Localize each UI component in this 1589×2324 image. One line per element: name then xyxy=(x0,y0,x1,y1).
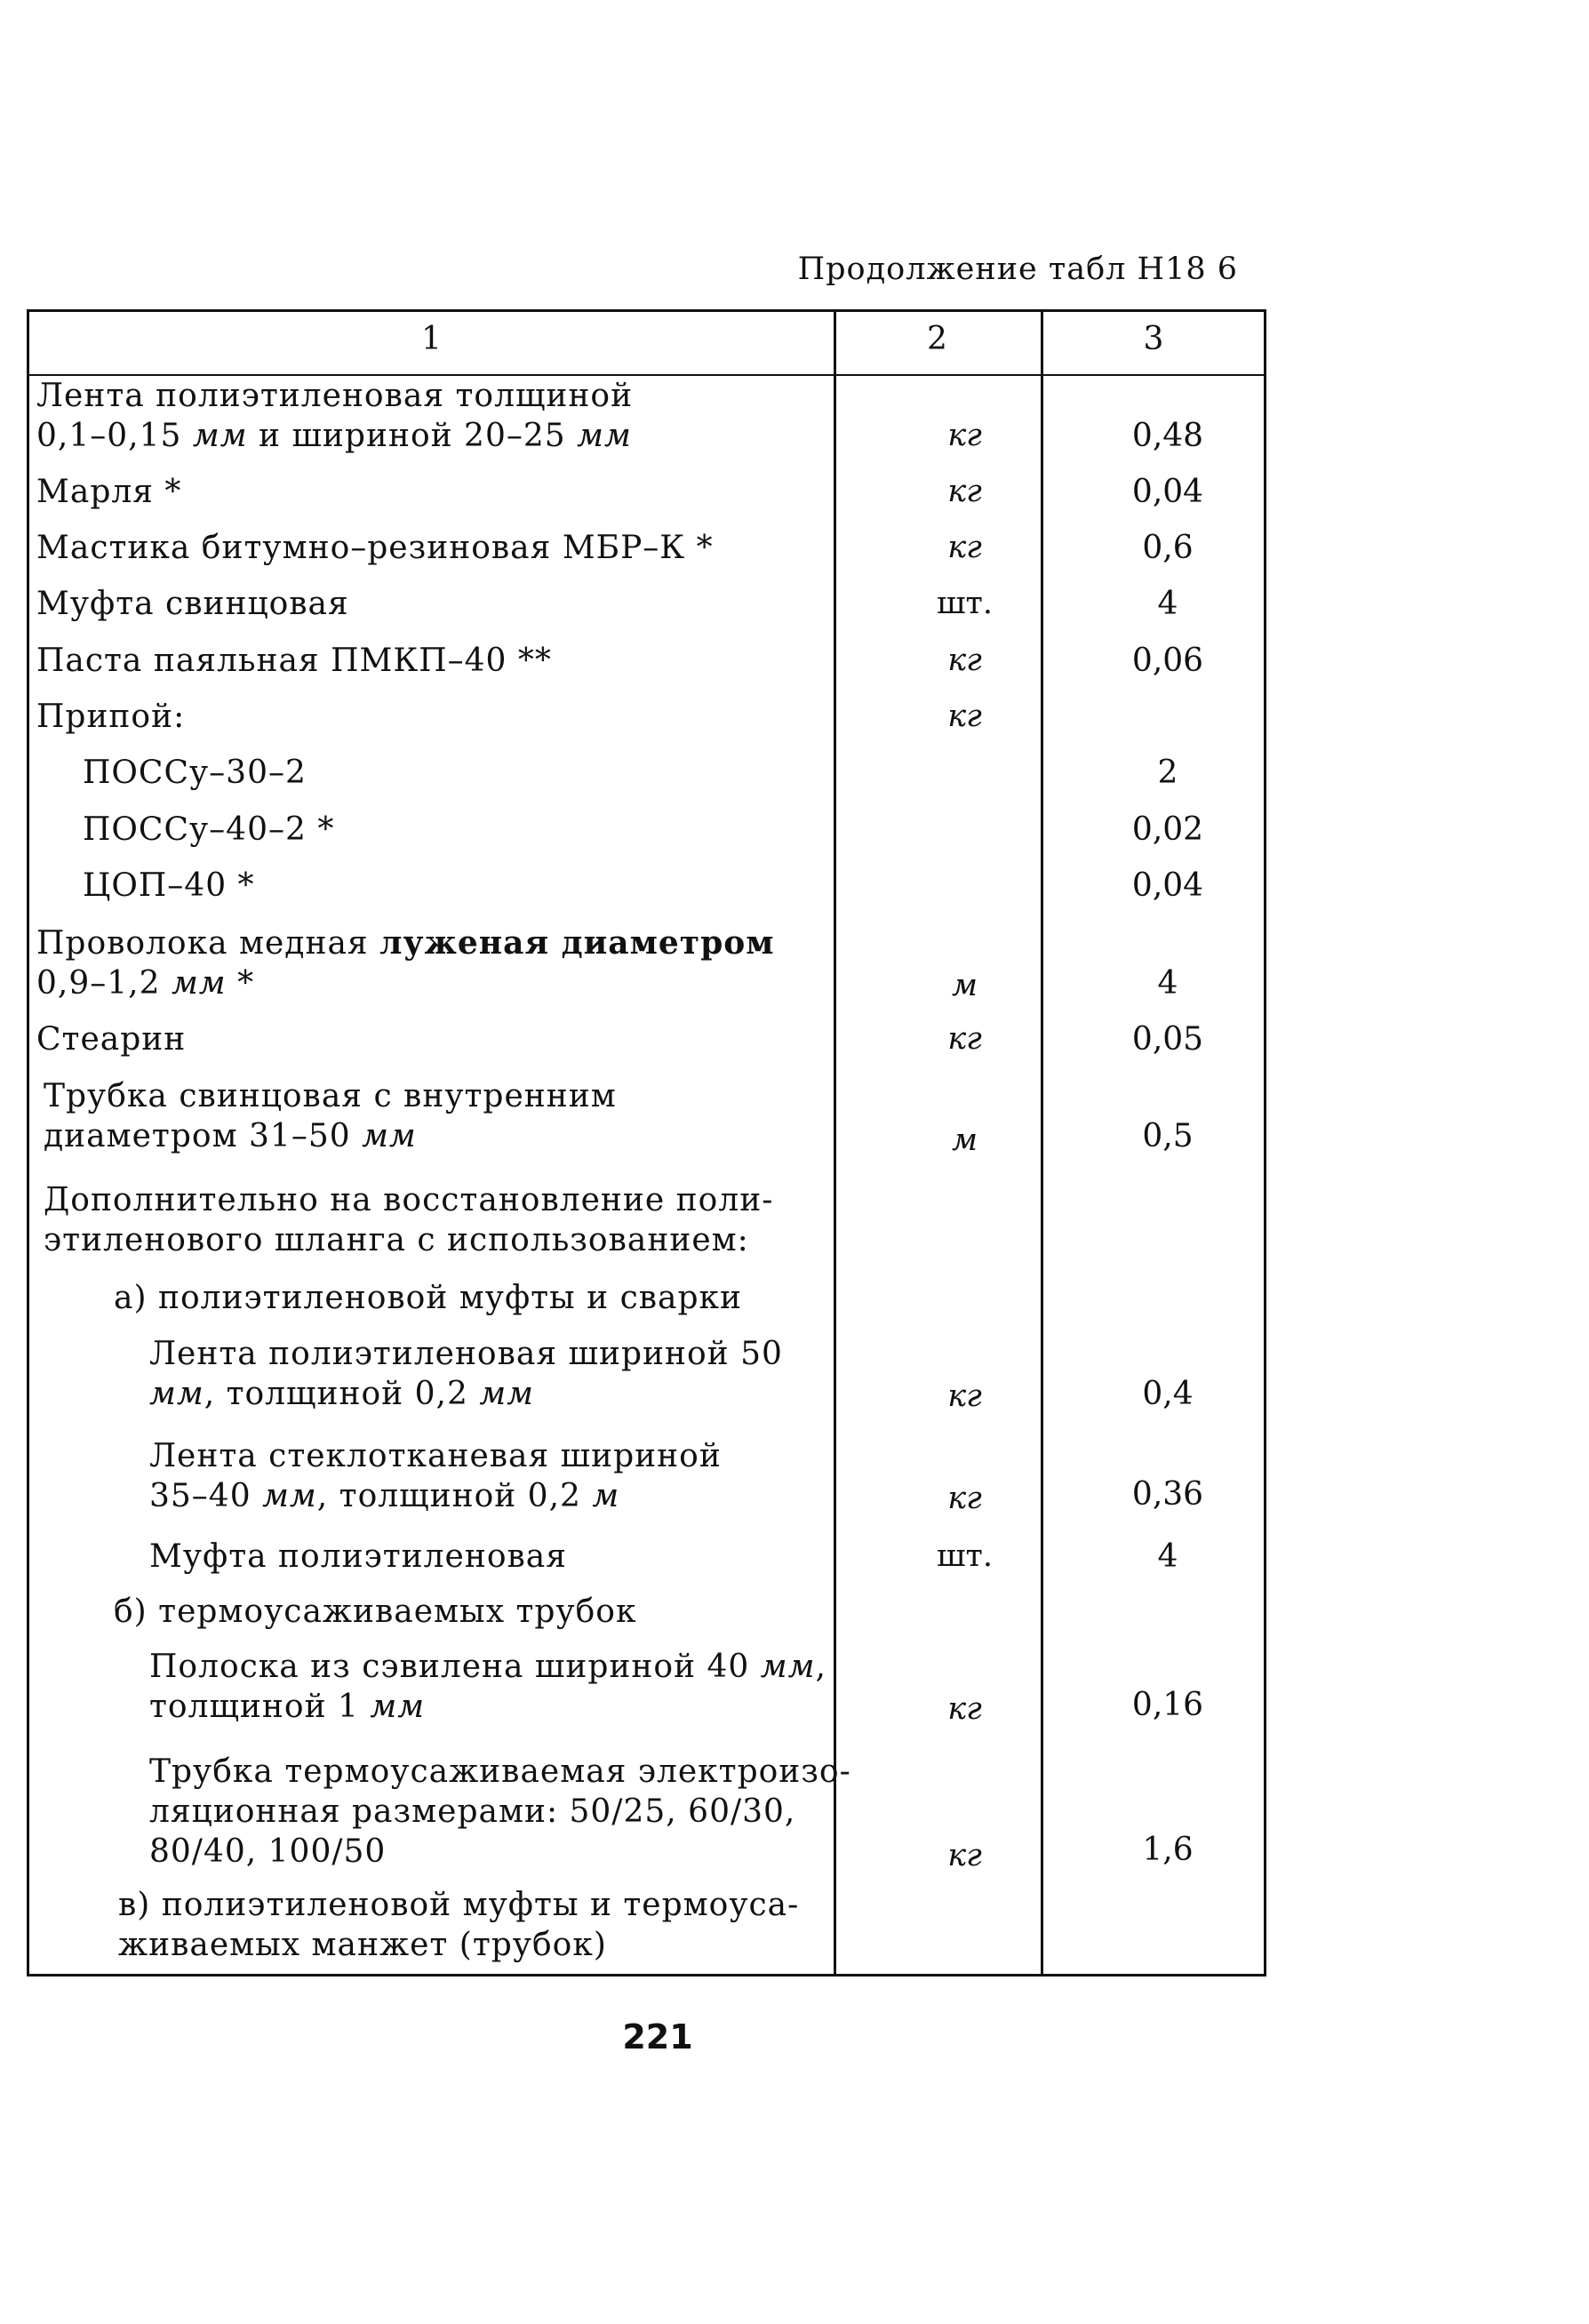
item-value: 2 xyxy=(1157,755,1178,791)
column-header-3: 3 xyxy=(1143,321,1164,357)
item-name xyxy=(44,1076,843,1156)
item-name-part: , толщиной 0,2 xyxy=(316,1478,593,1514)
item-name-line: Лента стеклотканевая шириной xyxy=(149,1438,722,1474)
item-value: 0,05 xyxy=(1131,1021,1204,1058)
item-name: Марля * xyxy=(36,474,182,510)
item-name-line: живаемых манжет (трубок) xyxy=(118,1927,607,1963)
item-name: Мастика битумно–резиновая МБР–К * xyxy=(36,530,714,566)
item-name-line: Лента полиэтиленовая шириной 50 xyxy=(149,1336,783,1372)
column-header-2: 2 xyxy=(927,321,947,357)
item-name xyxy=(149,1436,949,1516)
item-value: 4 xyxy=(1157,586,1178,622)
item-value: 0,6 xyxy=(1142,530,1194,566)
item-name-line: Лента полиэтиленовая толщиной xyxy=(36,378,634,414)
item-name-part: Проволока медная xyxy=(36,925,380,962)
item-unit: кг xyxy=(947,1838,982,1873)
item-name: а) полиэтиленовой муфты и сварки xyxy=(114,1280,743,1316)
item-name-part: * xyxy=(226,965,255,1002)
item-value: 0,36 xyxy=(1131,1476,1204,1513)
item-name-part: 35–40 xyxy=(149,1478,263,1514)
item-unit: м xyxy=(951,1122,978,1158)
item-value: 0,02 xyxy=(1131,811,1204,848)
item-value: 1,6 xyxy=(1142,1832,1194,1868)
item-name-line: этиленового шланга с использованием: xyxy=(44,1222,749,1258)
unit-abbrev: мм xyxy=(149,1376,204,1412)
item-value: 0,16 xyxy=(1131,1687,1204,1723)
item-value: 0,04 xyxy=(1131,867,1204,904)
item-unit: кг xyxy=(947,530,982,565)
item-unit: кг xyxy=(947,1691,982,1727)
page-number: 221 xyxy=(622,2017,693,2056)
item-name-part: , xyxy=(815,1649,826,1685)
unit-abbrev: мм xyxy=(362,1118,417,1154)
item-name-line: Дополнительно на восстановление поли- xyxy=(44,1182,774,1218)
item-name xyxy=(44,1180,843,1260)
item-name: Паста паяльная ПМКП–40 ** xyxy=(36,643,552,679)
unit-abbrev: мм xyxy=(479,1376,535,1412)
item-name xyxy=(149,1752,949,1872)
item-name-line: Трубка термоусаживаемая электроизо- xyxy=(149,1753,851,1790)
item-name: ПОССу–40–2 * xyxy=(83,811,335,848)
item-name: Припой: xyxy=(36,699,186,735)
table-continuation-caption: Продолжение табл Н18 6 xyxy=(797,252,1238,287)
item-value: 0,06 xyxy=(1131,643,1204,679)
item-name: Стеарин xyxy=(36,1021,187,1058)
item-unit: шт. xyxy=(936,1538,994,1574)
item-value: 0,4 xyxy=(1142,1376,1194,1412)
item-name-part: 0,9–1,2 xyxy=(36,965,172,1002)
item-name-part: луженая диаметром xyxy=(379,924,775,962)
item-name-part: Полоска из сэвилена шириной 40 xyxy=(149,1649,761,1685)
unit-abbrev: мм xyxy=(192,418,248,454)
item-unit: кг xyxy=(947,1378,982,1414)
unit-abbrev: мм xyxy=(760,1649,816,1685)
item-unit: м xyxy=(951,968,978,1003)
item-unit: шт. xyxy=(936,586,994,621)
item-name-part: и шириной 20–25 xyxy=(247,418,578,454)
item-value: 0,5 xyxy=(1142,1118,1194,1154)
column-header-1: 1 xyxy=(421,321,442,357)
unit-abbrev: мм xyxy=(171,965,227,1002)
item-name xyxy=(36,376,836,456)
item-unit: кг xyxy=(947,699,982,734)
unit-abbrev: мм xyxy=(262,1478,317,1514)
item-name xyxy=(149,1334,949,1414)
item-unit: кг xyxy=(947,1481,982,1516)
item-name-part: толщиной 1 xyxy=(149,1689,371,1725)
item-unit: кг xyxy=(947,474,982,509)
item-name: ЦОП–40 * xyxy=(83,867,255,904)
item-name-part: диаметром 31–50 xyxy=(44,1118,363,1154)
item-name xyxy=(36,923,836,1003)
item-name: Муфта полиэтиленовая xyxy=(149,1538,567,1575)
item-name: ПОССу–30–2 xyxy=(83,755,307,791)
item-name: Муфта свинцовая xyxy=(36,586,349,622)
unit-abbrev: мм xyxy=(577,418,632,454)
item-name-part: , толщиной 0,2 xyxy=(204,1376,480,1412)
item-name-line: ляционная размерами: 50/25, 60/30, xyxy=(149,1793,796,1830)
materials-table xyxy=(27,309,1266,1977)
unit-abbrev: мм xyxy=(370,1689,426,1725)
item-value: 4 xyxy=(1157,1538,1178,1575)
item-name-line: Трубка свинцовая с внутренним xyxy=(44,1078,617,1114)
item-unit: кг xyxy=(947,643,982,678)
item-name xyxy=(149,1647,949,1727)
item-name-line: 80/40, 100/50 xyxy=(149,1833,387,1870)
item-value: 4 xyxy=(1157,965,1178,1002)
item-value: 0,48 xyxy=(1131,418,1204,454)
item-unit: кг xyxy=(947,418,982,453)
item-name: б) термоусаживаемых трубок xyxy=(114,1593,637,1630)
item-value: 0,04 xyxy=(1131,474,1204,510)
item-name-line: в) полиэтиленовой муфты и термоуса- xyxy=(118,1887,800,1923)
item-name xyxy=(118,1885,918,1965)
item-unit: кг xyxy=(947,1021,982,1057)
item-name-part: 0,1–0,15 xyxy=(36,418,193,454)
unit-abbrev: м xyxy=(592,1478,620,1514)
